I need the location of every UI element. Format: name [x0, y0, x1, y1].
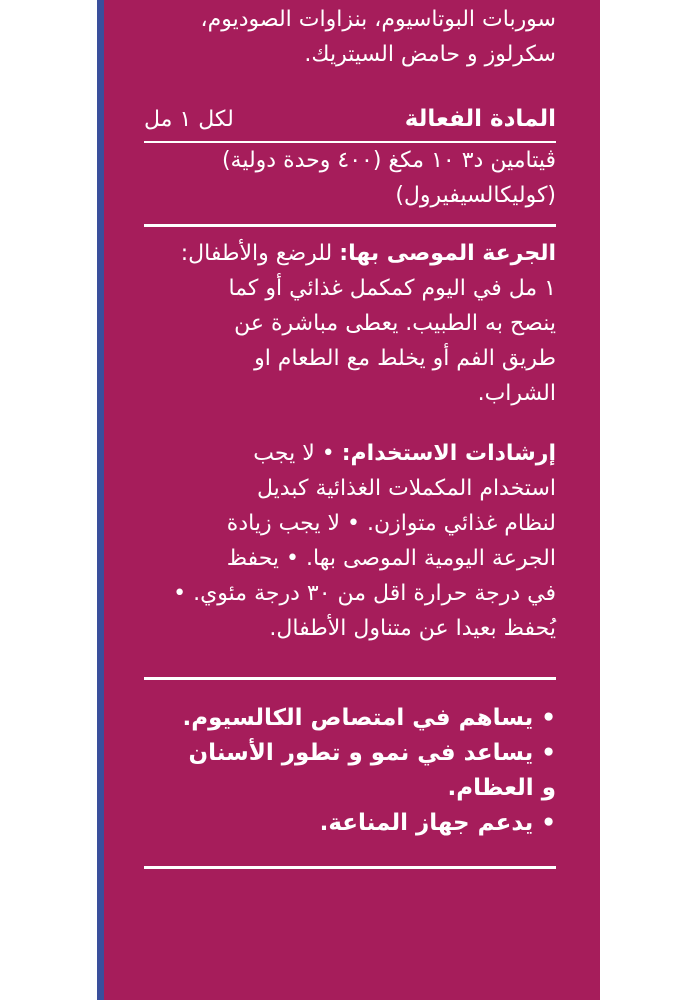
ingredients-line: سكرلوز و حامض السيتريك.	[304, 42, 556, 67]
dosage-line: طريق الفم أو يخلط مع الطعام او	[254, 346, 556, 371]
panel-edge	[97, 0, 104, 1000]
section-divider	[144, 224, 556, 227]
active-item-line: (كوليكالسيفيرول)	[395, 183, 556, 208]
benefit-item: • يساعد في نمو و تطور الأسنان	[188, 740, 556, 766]
per-ml-label: لكل ١ مل	[144, 107, 234, 132]
benefits-list	[144, 701, 556, 841]
directions-heading: إرشادات الاستخدام:	[341, 441, 556, 466]
directions-first-line	[144, 436, 556, 471]
active-header-row	[144, 106, 556, 132]
dosage-section	[144, 236, 556, 411]
directions-line: • لا يجب	[253, 441, 342, 466]
benefit-item: • يدعم جهاز المناعة.	[319, 810, 556, 836]
active-item	[144, 143, 556, 213]
directions-line: استخدام المكملات الغذائية كبديل	[257, 476, 556, 501]
benefit-item: و العظام.	[447, 775, 556, 801]
directions-line: في درجة حرارة اقل من ٣٠ درجة مئوي. •	[173, 581, 556, 606]
section-divider	[144, 866, 556, 869]
active-heading: المادة الفعالة	[404, 106, 556, 132]
active-item-line: ڤيتامين د٣ ١٠ مكغ (٤٠٠ وحدة دولية)	[221, 148, 556, 173]
directions-section	[144, 436, 556, 646]
ingredients-line: سوربات البوتاسيوم، بنزاوات الصوديوم،	[200, 7, 556, 32]
directions-line: يُحفظ بعيدا عن متناول الأطفال.	[269, 616, 556, 641]
dosage-line: ١ مل في اليوم كمكمل غذائي أو كما	[228, 276, 556, 301]
ingredients-text	[144, 2, 556, 72]
directions-line: الجرعة اليومية الموصى بها. • يحفظ	[226, 546, 556, 571]
dosage-heading: الجرعة الموصى بها:	[339, 241, 556, 266]
dosage-line: للرضع والأطفال:	[180, 241, 340, 266]
dosage-line: الشراب.	[477, 381, 556, 406]
directions-line: لنظام غذائي متوازن. • لا يجب زيادة	[226, 511, 556, 536]
label-panel	[104, 0, 600, 1000]
benefit-item: • يساهم في امتصاص الكالسيوم.	[182, 705, 556, 731]
section-divider	[144, 677, 556, 680]
dosage-first-line	[144, 236, 556, 271]
dosage-line: ينصح به الطبيب. يعطى مباشرة عن	[234, 311, 556, 336]
